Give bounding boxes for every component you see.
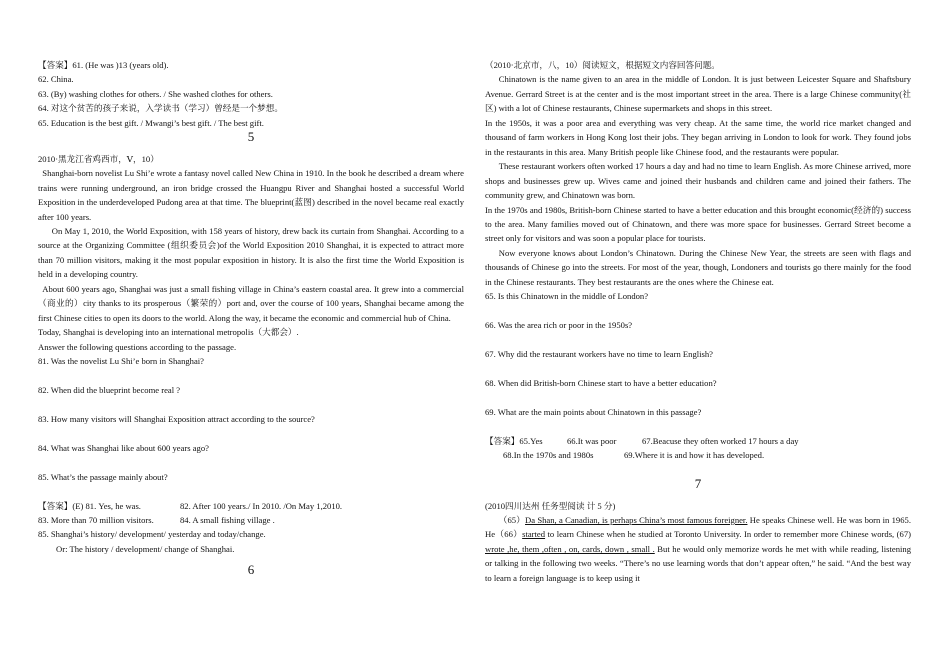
passage-paragraph: In the 1970s and 1980s, British-born Chinese started to have a better education and this brought economic(经济的) success to the area. Many families moved out of Chinatown, and there was more space for businesses. Gerrard Street become a street only for visitors and was soon a popular place for tourists. <box>485 204 911 244</box>
answer-line: 64. 对这个贫苦的孩子来说，入学读书（学习）曾经是一个梦想。 <box>38 103 283 114</box>
paragraph-text: But he would only memorize words he met with while reading, listening or talking in the following two weeks. “There’s no use learning words that don’t appear often,” he said. “And the best way to learn a foreign language is to keep using it <box>485 543 911 583</box>
answer-item: 83. More than 70 million visitors. <box>38 514 154 525</box>
page-number: 6 <box>247 562 255 578</box>
answer-item: 82. After 100 years./ In 2010. /On May 1,2010. <box>180 500 343 511</box>
source-label: (2010四川达州 任务型阅读 计 5 分) <box>485 500 616 511</box>
passage-paragraph: On May 1, 2010, the World Exposition, with 158 years of history, drew back its curtain from Shanghai. According to a source at the Organizing Committee (组织委员会)of the World Exposition 2010 Shanghai, it is expected to attract more than 70 million visitors, making it the most popular exposition in history. It is also the first time the World Exposition is held in a developing country. <box>38 225 464 280</box>
answer-line: 85. Shanghai’s history/ development/ yesterday and today/change. <box>38 529 266 540</box>
answer-line <box>38 499 464 513</box>
paragraph-text: to learn Chinese when he studied at Toronto University. In order to remember more Chinese words, (67) <box>545 529 911 540</box>
answer-item: 68.In the 1970s and 1980s <box>503 450 594 461</box>
question: 84. What was Shanghai like about 600 years ago? <box>38 442 209 453</box>
source-label: （2010·北京市，八，10）阅读短文，根据短文内容回答问题。 <box>485 60 720 70</box>
passage-paragraph: Today, Shanghai is developing into an international metropolis（大都会）. <box>38 327 299 338</box>
question: 68. When did British-born Chinese start to have a better education? <box>485 377 717 388</box>
page-number: 7 <box>694 476 702 492</box>
answer-item: 66.It was poor <box>567 435 617 446</box>
passage-paragraph: Shanghai-born novelist Lu Shi’e wrote a fantasy novel called New China in 1910. In the book he described a dream where trains were running underground, an iron bridge crossed the Huangpu River and Shanghai hosted a successful World Exposition in the underdeveloped Pudong area at that time. The blueprint(蓝图) described in the novel became real exactly after 100 years. <box>38 168 464 222</box>
question: 65. Is this Chinatown in the middle of London? <box>485 291 649 302</box>
answer-item: 67.Beacuse they often worked 17 hours a day <box>642 435 799 446</box>
passage-paragraph <box>485 513 911 585</box>
answer-line: 65. Education is the best gift. / Mwangi’s best gift. / The best gift. <box>38 117 264 128</box>
answer-line <box>38 513 464 527</box>
answer-line: 62. China. <box>38 74 74 85</box>
answer-line: 【答案】61. (He was )13 (years old). <box>38 60 169 70</box>
underlined-text: wrote ,he, them ,often , on, cards, down , small . <box>485 543 655 554</box>
question: 82. When did the blueprint become real ? <box>38 384 181 395</box>
answer-line <box>485 448 911 462</box>
passage-paragraph: Now everyone knows about London’s Chinatown. During the Chinese New Year, the streets are seen with flags and thousands of Chinese go into the streets. For most of the year, though, Londoners and tourists go there mainly for the food in the Chinese restaurants. They best restaurants are the ones where the Chinese eat. <box>485 247 911 287</box>
left-column <box>38 58 464 578</box>
answer-item: 【答案】(E) 81. Yes, he was. <box>38 500 141 511</box>
passage-paragraph: About 600 years ago, Shanghai was just a small fishing village in China’s eastern coastal area. It grew into a commercial（商业的）city thanks to its prosperous（繁荣的）port and, over the course of 100 years, Shanghai became among the first Chinese cities to open its doors to the world. Along the way, it became the economic and commercial hub of China. <box>38 283 464 323</box>
question: 81. Was the novelist Lu Shi’e born in Shanghai? <box>38 356 204 367</box>
page-number: 5 <box>247 129 255 145</box>
paragraph-text: He speaks Chinese well. He was born in 1965. He（66） <box>485 514 911 540</box>
question: 85. What’s the passage mainly about? <box>38 471 168 482</box>
right-column <box>485 58 911 585</box>
instruction: Answer the following questions according to the passage. <box>38 341 237 352</box>
answer-line <box>485 434 911 448</box>
question: 69. What are the main points about Chinatown in this passage? <box>485 406 702 417</box>
underlined-text: Da Shan, a Canadian, is perhaps China’s most famous foreigner. <box>525 514 748 525</box>
passage-paragraph: These restaurant workers often worked 17 hours a day and had no time to learn English. As more Chinese arrived, more shops and businesses grew up. Wives came and joined their husbands and children came and joined their fathers. The community grew, and Chinatown was born. <box>485 161 911 201</box>
passage-paragraph: In the 1950s, it was a poor area and everything was very cheap. At the same time, the world rice market changed and thousand of farm workers in Hong Kong lost their jobs. They began arriving in London to look for work. They found jobs in the restaurants in this area. Many British people like Chinese food, and the restaurants were popular. <box>485 117 911 157</box>
underlined-text: started <box>522 529 546 540</box>
answer-line: 63. (By) washing clothes for others. / She washed clothes for others. <box>38 88 273 99</box>
answer-item: 69.Where it is and how it has developed. <box>624 450 765 461</box>
question: 66. Was the area rich or poor in the 1950s? <box>485 320 633 331</box>
passage-paragraph: Chinatown is the name given to an area in the middle of London. It is just between Leicester Square and Shaftsbury Avenue. Gerrard Street is at the center and is the most important street in the area. There is a large Chinese community(社区) with a lot of Chinese restaurants, Chinese supermarkets and shops in this street. <box>485 74 911 114</box>
question: 67. Why did the restaurant workers have no time to learn English? <box>485 349 713 360</box>
answer-item: 84. A small fishing village . <box>180 514 275 525</box>
answer-line: Or: The history / development/ change of Shanghai. <box>56 543 235 554</box>
question: 83. How many visitors will Shanghai Exposition attract according to the source? <box>38 413 315 424</box>
answer-item: 【答案】65.Yes <box>485 435 543 446</box>
source-label: 2010·黑龙江省鸡西市，Ⅴ，10） <box>38 153 159 164</box>
blank-number: （65） <box>498 514 526 525</box>
